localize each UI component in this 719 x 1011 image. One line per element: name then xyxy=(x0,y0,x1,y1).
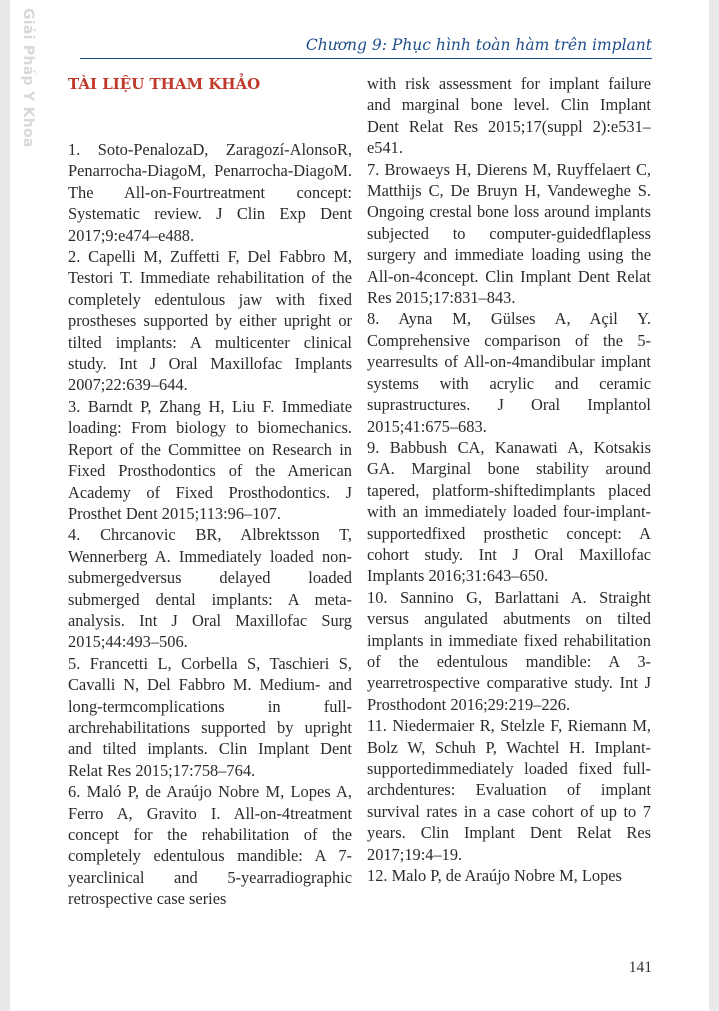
reference-item: 11. Niedermaier R, Stelzle F, Riemann M, Bolz W, Schuh P, Wachtel H. Implant-supportedimmediately loaded fixed full-archdentures: Evaluation of implant survival rates in a case cohort of up to 7 years. Clin Implant Dent Relat Res 2017;19:4–19. xyxy=(367,716,651,864)
reference-item: 4. Chrcanovic BR, Albrektsson T, Wennerberg A. Immediately loaded non-submergedversus delayed loaded submerged dental implants: A meta-analysis. Int J Oral Maxillofac Surg 2015;44:493–506. xyxy=(68,525,352,652)
side-brand-watermark: Giải Pháp Y Khoa xyxy=(20,8,36,148)
chapter-title: Chương 9: Phục hình toàn hàm trên implant xyxy=(305,36,652,54)
reference-item: 3. Barndt P, Zhang H, Liu F. Immediate loading: From biology to biomechanics. Report of the Committee on Research in Fixed Prosthodontics of the American Academy of Fixed Prosthodontics. J Prosthet Dent 2015;113:96–107. xyxy=(68,396,352,523)
book-page xyxy=(10,0,709,1011)
right-column xyxy=(367,73,651,953)
reference-item: 8. Ayna M, Gülses A, Açil Y. Comprehensive comparison of the 5-yearresults of All-on-4mandibular implant systems with acrylic and ceramic suprastructures. J Oral Implantol 2015;41:675–683. xyxy=(367,309,651,436)
reference-item: 9. Babbush CA, Kanawati A, Kotsakis GA. Marginal bone stability around tapered, platform-shiftedimplants placed with an immediately loaded four-implant-supportedfixed prosthetic concept: A cohort study. Int J Oral Maxillofac Implants 2016;31:643–650. xyxy=(367,437,651,586)
reference-item: 12. Malo P, de Araújo Nobre M, Lopes xyxy=(367,866,622,886)
header-rule xyxy=(80,58,652,59)
page-number: 141 xyxy=(628,959,652,976)
left-column xyxy=(68,73,352,953)
reference-item: 10. Sannino G, Barlattani A. Straight versus angulated abutments on tilted implants in immediate fixed rehabilitation of the edentulous mandible: A 3-yearretrospective comparative study. Int J Prosthodont 2016;29:219–226. xyxy=(367,587,651,714)
reference-item: with risk assessment for implant failure and marginal bone level. Clin Implant Dent Relat Res 2015;17(suppl 2):e531–e541. xyxy=(367,74,651,158)
reference-item: 6. Maló P, de Araújo Nobre M, Lopes A, Ferro A, Gravito I. All-on-4treatment concept for the rehabilitation of the completely edentulous mandible: A 7-yearclinical and 5-yearradiographic retrospective case series xyxy=(68,782,352,909)
section-heading: TÀI LIỆU THAM KHẢO xyxy=(68,75,261,93)
reference-item: 1. Soto-PenalozaD, Zaragozí-AlonsoR, Penarrocha-DiagoM, Penarrocha-DiagoM. The All-on-Fourtreatment concept: Systematic review. J Clin Exp Dent 2017;9:e474–e488. xyxy=(68,140,352,245)
reference-item: 7. Browaeys H, Dierens M, Ruyffelaert C, Matthijs C, De Bruyn H, Vandeweghe S. Ongoing crestal bone loss around implants subjected to computer-guidedflapless surgery and immediate loading using the All-on-4concept. Clin Implant Dent Relat Res 2015;17:831–843. xyxy=(367,159,651,308)
reference-item: 5. Francetti L, Corbella S, Taschieri S, Cavalli N, Del Fabbro M. Medium- and long-termcomplications in full-archrehabilitations supported by upright and tilted implants. Clin Implant Dent Relat Res 2015;17:758–764. xyxy=(68,653,352,780)
reference-item: 2. Capelli M, Zuffetti F, Del Fabbro M, Testori T. Immediate rehabilitation of the completely edentulous jaw with fixed prostheses supported by either upright or tilted implants: A multicenter clinical study. Int J Oral Maxillofac Implants 2007;22:639–644. xyxy=(68,247,352,395)
